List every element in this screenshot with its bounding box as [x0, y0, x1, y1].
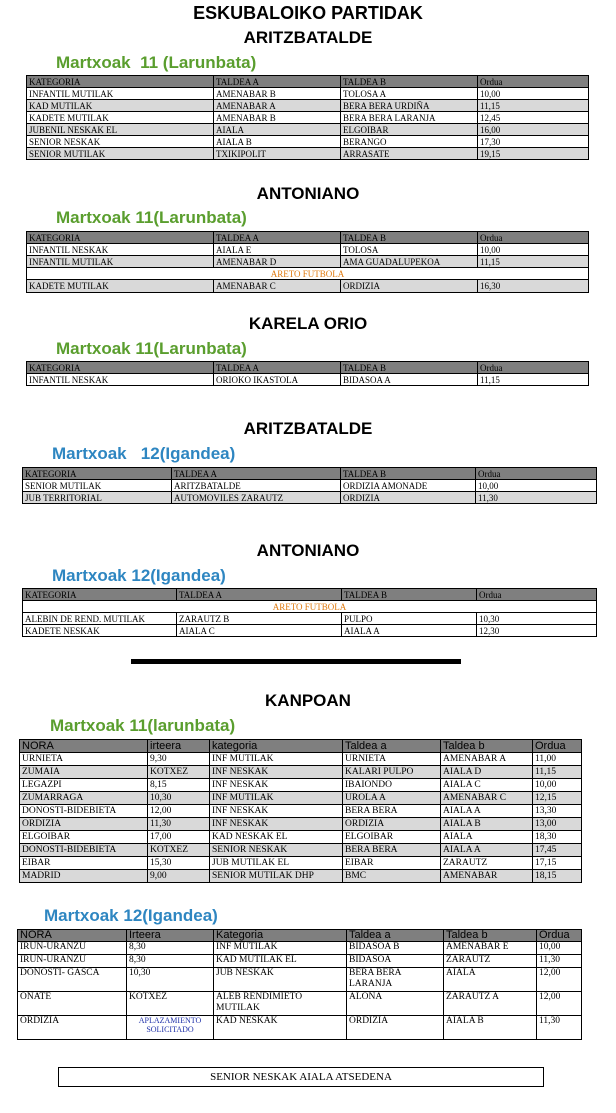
table-cell: INF NESKAK — [210, 818, 343, 831]
column-header: KATEGORIA — [27, 232, 214, 244]
table-cell: 12,15 — [533, 792, 582, 805]
table-cell: 11,00 — [533, 753, 582, 766]
table-header-row — [20, 740, 582, 753]
schedule-table — [26, 231, 589, 293]
table-cell: AIALA D — [441, 766, 533, 779]
table-cell: DONOSTI-BIDEBIETA — [20, 805, 148, 818]
table-cell: INFANTIL NESKAK — [27, 374, 214, 386]
table-row — [20, 844, 582, 857]
table-cell: KAD NESKAK EL — [210, 831, 343, 844]
table-cell: EIBAR — [343, 857, 441, 870]
table-cell: BERA BERA LARANJA — [347, 968, 444, 992]
column-header: TALDEA B — [341, 232, 478, 244]
table-cell: AMENABAR C — [214, 280, 341, 293]
table-cell: 12,00 — [148, 805, 210, 818]
table-cell: 10,00 — [537, 942, 582, 955]
column-header: TALDEA A — [214, 232, 341, 244]
table-cell: AIALA C — [177, 625, 342, 637]
table-cell: ZARAUTZ B — [177, 613, 342, 625]
table-cell: 11,30 — [537, 1016, 582, 1040]
venue-title: ANTONIANO — [256, 184, 360, 203]
table-cell: AMENABAR A — [441, 753, 533, 766]
table-cell: AIALA B — [214, 136, 341, 148]
table-cell: PULPO — [342, 613, 477, 625]
table-cell: ALEB RENDIMIETO MUTILAK — [214, 992, 347, 1016]
table-cell: ARRASATE — [341, 148, 478, 160]
table-cell: EIBAR — [20, 857, 148, 870]
table-cell: INFANTIL NESKAK — [27, 244, 214, 256]
table-cell: ZARAUTZ A — [444, 992, 537, 1016]
table-cell: 9,30 — [148, 753, 210, 766]
table-header-row — [27, 76, 589, 88]
table-row — [27, 100, 589, 112]
table-cell: AIALA A — [441, 844, 533, 857]
column-header: NORA — [18, 930, 127, 942]
table-row — [27, 374, 589, 386]
schedule-table — [26, 361, 589, 386]
table-cell: ZARAUTZ — [441, 857, 533, 870]
table-cell: INFANTIL MUTILAK — [27, 256, 214, 268]
table-cell: INF NESKAK — [210, 766, 343, 779]
column-header: Kategoria — [214, 930, 347, 942]
table-cell: KADETE MUTILAK — [27, 112, 214, 124]
table-row — [23, 625, 597, 637]
table-cell: AIALA E — [214, 244, 341, 256]
table-cell: IRUN-URANZU — [18, 955, 127, 968]
table-cell: ZUMAIA — [20, 766, 148, 779]
table-cell: KOTXEZ — [148, 844, 210, 857]
column-header: Ordua — [537, 930, 582, 942]
table-cell: BERANGO — [341, 136, 478, 148]
table-cell: AMENABAR D — [214, 256, 341, 268]
table-cell: ORDIZIA — [343, 818, 441, 831]
table-cell: 11,30 — [476, 492, 597, 504]
table-row — [20, 831, 582, 844]
table-header-row — [27, 362, 589, 374]
table-cell: AIALA A — [342, 625, 477, 637]
table-cell: IRUN-URANZU — [18, 942, 127, 955]
column-header: irteera — [148, 740, 210, 753]
table-cell: 17,15 — [533, 857, 582, 870]
table-row — [20, 779, 582, 792]
schedule-table — [26, 75, 589, 160]
venue-note: ARETO FUTBOLA — [27, 268, 589, 280]
table-row — [20, 753, 582, 766]
column-header: KATEGORIA — [23, 589, 177, 601]
column-header: Taldea b — [444, 930, 537, 942]
table-cell: JUB NESKAK — [214, 968, 347, 992]
venue-title: ARITZBATALDE — [243, 419, 373, 438]
table-cell: KOTXEZ — [148, 766, 210, 779]
table-cell: ORDIZIA — [341, 492, 476, 504]
table-cell: ORDIZIA AMONADE — [341, 480, 476, 492]
column-header: Taldea a — [347, 930, 444, 942]
rest-notice: SENIOR NESKAK AIALA ATSEDENA — [58, 1067, 544, 1087]
table-cell: BERA BERA — [343, 844, 441, 857]
column-header: TALDEA B — [341, 362, 478, 374]
table-cell: KALARI PULPO — [343, 766, 441, 779]
table-cell: AIALA — [444, 968, 537, 992]
table-cell: 10,00 — [533, 779, 582, 792]
table-cell: ORDIZIA — [347, 1016, 444, 1040]
schedule-table — [22, 588, 597, 637]
table-cell: ELGOIBAR — [341, 124, 478, 136]
table-cell: BERA BERA LARANJA — [341, 112, 478, 124]
column-header: Ordua — [478, 232, 589, 244]
column-header: Ordua — [478, 362, 589, 374]
date-heading: Martxoak 12(Igandea) — [52, 566, 226, 585]
table-cell: 17,00 — [148, 831, 210, 844]
away-table-sunday — [17, 929, 582, 1040]
table-row — [27, 280, 589, 293]
table-cell: AMENABAR E — [444, 942, 537, 955]
table-cell: 10,00 — [476, 480, 597, 492]
table-cell: AIALA B — [444, 1016, 537, 1040]
table-cell: SENIOR MUTILAK DHP — [210, 870, 343, 883]
table-cell: 17,45 — [533, 844, 582, 857]
table-cell: AMENABAR — [441, 870, 533, 883]
table-cell: 10,30 — [148, 792, 210, 805]
table-cell: 18,15 — [533, 870, 582, 883]
table-cell: TXIKIPOLIT — [214, 148, 341, 160]
column-header: Ordua — [533, 740, 582, 753]
table-cell: 15,30 — [148, 857, 210, 870]
table-cell: 11,30 — [537, 955, 582, 968]
column-header: TALDEA A — [214, 362, 341, 374]
column-header: KATEGORIA — [27, 362, 214, 374]
table-row — [27, 148, 589, 160]
table-cell: 17,30 — [478, 136, 589, 148]
table-cell: INF NESKAK — [210, 779, 343, 792]
table-cell: JUB MUTILAK EL — [210, 857, 343, 870]
table-cell: ALOÑA — [347, 992, 444, 1016]
date-heading: Martxoak 12(Igandea) — [52, 444, 236, 463]
away-table-saturday — [19, 739, 582, 883]
table-cell: JUBENIL NESKAK EL — [27, 124, 214, 136]
table-cell: MADRID — [20, 870, 148, 883]
table-cell: 13,00 — [533, 818, 582, 831]
table-cell: 11,15 — [478, 100, 589, 112]
table-cell: 8,15 — [148, 779, 210, 792]
table-row — [27, 112, 589, 124]
table-cell: KADETE MUTILAK — [27, 280, 214, 293]
date-heading: Martxoak 11 (Larunbata) — [56, 53, 257, 72]
table-row — [27, 136, 589, 148]
table-header-row — [23, 589, 597, 601]
table-cell: SENIOR NESKAK — [27, 136, 214, 148]
table-cell: AIALA A — [441, 805, 533, 818]
table-cell: AMENABAR B — [214, 88, 341, 100]
table-cell: BERA BERA URDIÑA — [341, 100, 478, 112]
table-cell: INF MUTILAK — [210, 792, 343, 805]
table-row — [20, 792, 582, 805]
column-header: Ordua — [478, 76, 589, 88]
table-row — [27, 124, 589, 136]
table-cell: 11,15 — [478, 256, 589, 268]
table-cell: URNIETA — [343, 753, 441, 766]
column-header: Taldea b — [441, 740, 533, 753]
table-cell: 8,30 — [127, 955, 214, 968]
section-divider — [131, 659, 461, 664]
table-cell: LEGAZPI — [20, 779, 148, 792]
table-cell: KADETE NESKAK — [23, 625, 177, 637]
table-cell: BIDASOA B — [347, 942, 444, 955]
away-title: KANPOAN — [265, 691, 351, 710]
table-cell: 12,30 — [477, 625, 597, 637]
venue-title: KARELA ORIO — [248, 314, 368, 333]
table-cell: DONOSTI- GASCA — [18, 968, 127, 992]
column-header: TALDEA A — [177, 589, 342, 601]
table-cell: TOLOSA — [341, 244, 478, 256]
table-row — [18, 968, 582, 992]
table-cell: INF MUTILAK — [210, 753, 343, 766]
table-cell: 10,30 — [477, 613, 597, 625]
table-cell: ELGOIBAR — [343, 831, 441, 844]
table-cell: BERA BERA — [343, 805, 441, 818]
column-header: KATEGORIA — [27, 76, 214, 88]
table-cell: TOLOSA A — [341, 88, 478, 100]
table-cell: 12,00 — [537, 992, 582, 1016]
table-cell: BIDASOA — [347, 955, 444, 968]
table-cell: AMA GUADALUPEKOA — [341, 256, 478, 268]
column-header: TALDEA B — [341, 468, 476, 480]
table-cell: ALEBIN DE REND. MUTILAK — [23, 613, 177, 625]
table-cell: 11,15 — [533, 766, 582, 779]
table-cell: ARITZBATALDE — [172, 480, 341, 492]
table-cell: 19,15 — [478, 148, 589, 160]
table-row — [18, 1016, 582, 1040]
table-cell: KOTXEZ — [127, 992, 214, 1016]
table-row — [18, 942, 582, 955]
table-cell: 13,30 — [533, 805, 582, 818]
table-cell: ORDIZIA — [341, 280, 478, 293]
table-cell: SENIOR MUTILAK — [23, 480, 172, 492]
column-header: Ordua — [477, 589, 597, 601]
column-header: KATEGORIA — [23, 468, 172, 480]
table-cell: INF MUTILAK — [214, 942, 347, 955]
table-row — [18, 992, 582, 1016]
table-cell: KAD MUTILAK EL — [214, 955, 347, 968]
table-row — [23, 480, 597, 492]
table-cell: 8,30 — [127, 942, 214, 955]
date-heading: Martxoak 11(Larunbata) — [56, 339, 247, 358]
table-cell: 16,30 — [478, 280, 589, 293]
table-cell: UROLA A — [343, 792, 441, 805]
column-header: kategoria — [210, 740, 343, 753]
table-cell: 18,30 — [533, 831, 582, 844]
table-row — [20, 818, 582, 831]
table-cell: INFANTIL MUTILAK — [27, 88, 214, 100]
table-row — [18, 955, 582, 968]
venue-title: ARITZBATALDE — [243, 28, 373, 47]
table-cell: ZARAUTZ — [444, 955, 537, 968]
table-row — [20, 857, 582, 870]
date-heading: Martxoak 11(Larunbata) — [56, 208, 247, 227]
postponement-note: APLAZAMIENTO SOLICITADO — [127, 1016, 214, 1040]
table-header-row — [18, 930, 582, 942]
table-cell: 11,30 — [148, 818, 210, 831]
table-cell: OÑATE — [18, 992, 127, 1016]
table-row — [23, 601, 597, 613]
table-cell: INF NESKAK — [210, 805, 343, 818]
column-header: Ordua — [476, 468, 597, 480]
column-header: TALDEA A — [214, 76, 341, 88]
table-cell: BMC — [343, 870, 441, 883]
table-cell: AIALA — [441, 831, 533, 844]
table-row — [23, 613, 597, 625]
table-cell: IBAIONDO — [343, 779, 441, 792]
column-header: NORA — [20, 740, 148, 753]
table-cell: 10,00 — [478, 88, 589, 100]
table-cell: ELGOIBAR — [20, 831, 148, 844]
table-cell: AMENABAR B — [214, 112, 341, 124]
table-row — [27, 256, 589, 268]
date-heading: Martxoak 12(Igandea) — [44, 906, 218, 925]
table-cell: 9,00 — [148, 870, 210, 883]
table-row — [27, 244, 589, 256]
table-row — [27, 88, 589, 100]
table-header-row — [23, 468, 597, 480]
table-cell: AIALA C — [441, 779, 533, 792]
table-cell: ORDIZIA — [20, 818, 148, 831]
table-row — [20, 766, 582, 779]
table-cell: 12,00 — [537, 968, 582, 992]
table-cell: ZUMARRAGA — [20, 792, 148, 805]
table-cell: 16,00 — [478, 124, 589, 136]
schedule-table — [22, 467, 597, 504]
table-cell: 11,15 — [478, 374, 589, 386]
table-cell: AUTOMOVILES ZARAUTZ — [172, 492, 341, 504]
table-cell: AIALA — [214, 124, 341, 136]
page-title: ESKUBALOIKO PARTIDAK — [193, 3, 423, 23]
table-cell: KAD NESKAK — [214, 1016, 347, 1040]
table-cell: DONOSTI-BIDEBIETA — [20, 844, 148, 857]
table-cell: JUB TERRITORIAL — [23, 492, 172, 504]
venue-title: ANTONIANO — [256, 541, 360, 560]
table-cell: 12,45 — [478, 112, 589, 124]
column-header: TALDEA A — [172, 468, 341, 480]
table-cell: KAD MUTILAK — [27, 100, 214, 112]
table-cell: SENIOR MUTILAK — [27, 148, 214, 160]
table-cell: ORDIZIA — [18, 1016, 127, 1040]
table-cell: SENIOR NESKAK — [210, 844, 343, 857]
date-heading: Martxoak 11(larunbata) — [50, 716, 236, 735]
table-cell: 10,30 — [127, 968, 214, 992]
venue-note: ARETO FUTBOLA — [23, 601, 597, 613]
table-row — [20, 870, 582, 883]
table-cell: BIDASOA A — [341, 374, 478, 386]
table-row — [23, 492, 597, 504]
table-cell: 10,00 — [478, 244, 589, 256]
table-header-row — [27, 232, 589, 244]
table-row — [27, 268, 589, 280]
column-header: TALDEA B — [342, 589, 477, 601]
table-cell: URNIETA — [20, 753, 148, 766]
table-cell: AMENABAR C — [441, 792, 533, 805]
table-cell: AMENABAR A — [214, 100, 341, 112]
column-header: Taldea a — [343, 740, 441, 753]
column-header: TALDEA B — [341, 76, 478, 88]
table-cell: AIALA B — [441, 818, 533, 831]
table-cell: ORIOKO IKASTOLA — [214, 374, 341, 386]
table-row — [20, 805, 582, 818]
column-header: Irteera — [127, 930, 214, 942]
